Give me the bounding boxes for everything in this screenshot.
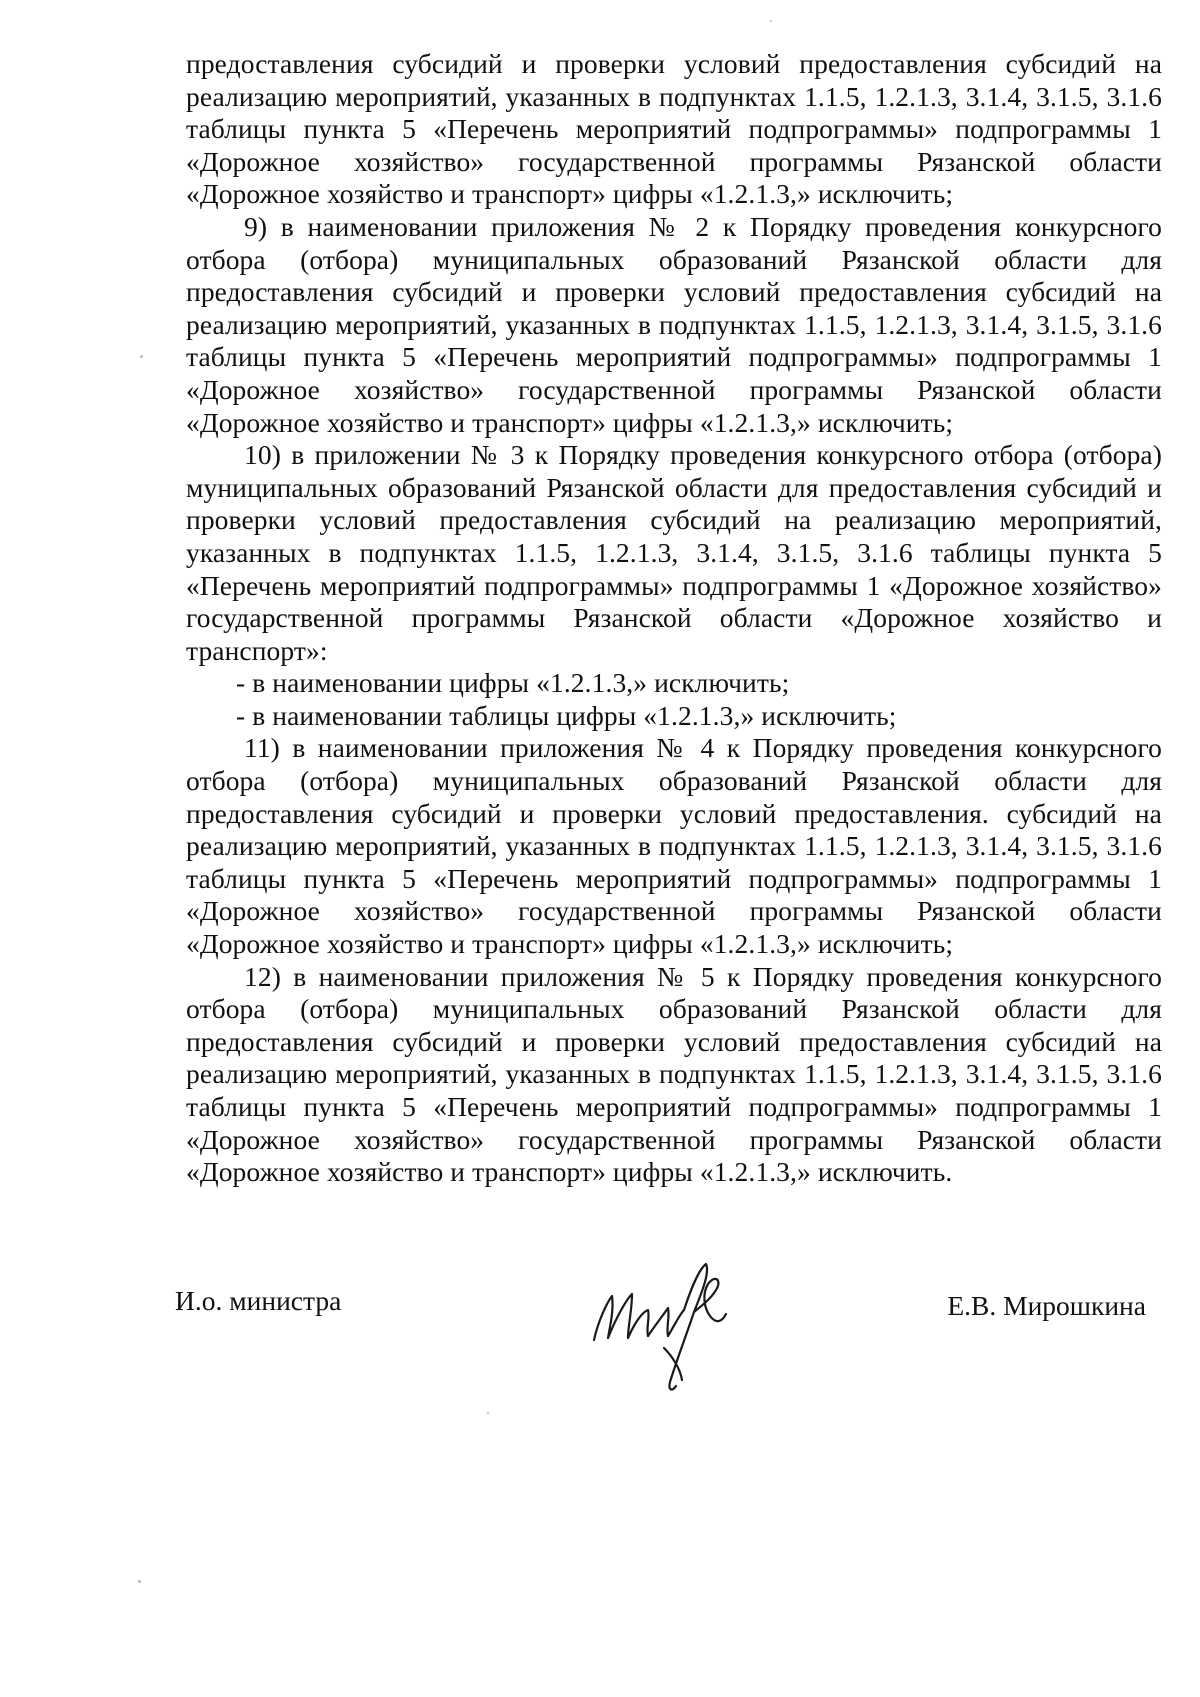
signatory-name: Е.В. Мирошкина: [947, 1290, 1146, 1321]
scan-speck: [770, 20, 772, 22]
paragraph-item-9: 9) в наименовании приложения № 2 к Порядку проведения конкурсного отбора (отбора) муниципальных образований Рязанской области для предоставления субсидий и проверки условий предоставления субсидий на реализацию мероприятий, указанных в подпунктах 1.1.5, 1.2.1.3, 3.1.4, 3.1.5, 3.1.6 таблицы пункта 5 «Перечень мероприятий подпрограммы» подпрограммы 1 «Дорожное хозяйство» государственной программы Рязанской области «Дорожное хозяйство и транспорт» цифры «1.2.1.3,» исключить;: [186, 210, 1162, 438]
paragraph-item-10-sub-b: - в наименовании таблицы цифры «1.2.1.3,» исключить;: [236, 699, 897, 731]
handwritten-signature-icon: [572, 1252, 752, 1402]
paragraph-item-12: 12) в наименовании приложения № 5 к Порядку проведения конкурсного отбора (отбора) муниципальных образований Рязанской области для предоставления субсидий и проверки условий предоставления субсидий на реализацию мероприятий, указанных в подпунктах 1.1.5, 1.2.1.3, 3.1.4, 3.1.5, 3.1.6 таблицы пункта 5 «Перечень мероприятий подпрограммы» подпрограммы 1 «Дорожное хозяйство» государственной программы Рязанской области «Дорожное хозяйство и транспорт» цифры «1.2.1.3,» исключить.: [186, 960, 1162, 1188]
paragraph-item-10: 10) в приложении № 3 к Порядку проведения конкурсного отбора (отбора) муниципальных образований Рязанской области для предоставления субсидий и проверки условий предоставления субсидий на реализацию мероприятий, указанных в подпунктах 1.1.5, 1.2.1.3, 3.1.4, 3.1.5, 3.1.6 таблицы пункта 5 «Перечень мероприятий подпрограммы» подпрограммы 1 «Дорожное хозяйство» государственной программы Рязанской области «Дорожное хозяйство и транспорт»:: [186, 439, 1162, 666]
signatory-position: И.о. министра: [175, 1285, 342, 1316]
scan-speck: [487, 1412, 489, 1414]
paragraph-item-10-sub-a: - в наименовании цифры «1.2.1.3,» исключить;: [236, 667, 790, 699]
document-body: [186, 48, 1162, 1189]
paragraph-continuation: предоставления субсидий и проверки условий предоставления субсидий на реализацию мероприятий, указанных в подпунктах 1.1.5, 1.2.1.3, 3.1.4, 3.1.5, 3.1.6 таблицы пункта 5 «Перечень мероприятий подпрограммы» подпрограммы 1 «Дорожное хозяйство» государственной программы Рязанской области «Дорожное хозяйство и транспорт» цифры «1.2.1.3,» исключить;: [186, 48, 1162, 210]
scan-speck: [138, 1580, 141, 1583]
scan-speck: [140, 355, 143, 358]
paragraph-item-11: 11) в наименовании приложения № 4 к Порядку проведения конкурсного отбора (отбора) муниципальных образований Рязанской области для предоставления субсидий и проверки условий предоставления. субсидий на реализацию мероприятий, указанных в подпунктах 1.1.5, 1.2.1.3, 3.1.4, 3.1.5, 3.1.6 таблицы пункта 5 «Перечень мероприятий подпрограммы» подпрограммы 1 «Дорожное хозяйство» государственной программы Рязанской области «Дорожное хозяйство и транспорт» цифры «1.2.1.3,» исключить;: [186, 732, 1162, 960]
